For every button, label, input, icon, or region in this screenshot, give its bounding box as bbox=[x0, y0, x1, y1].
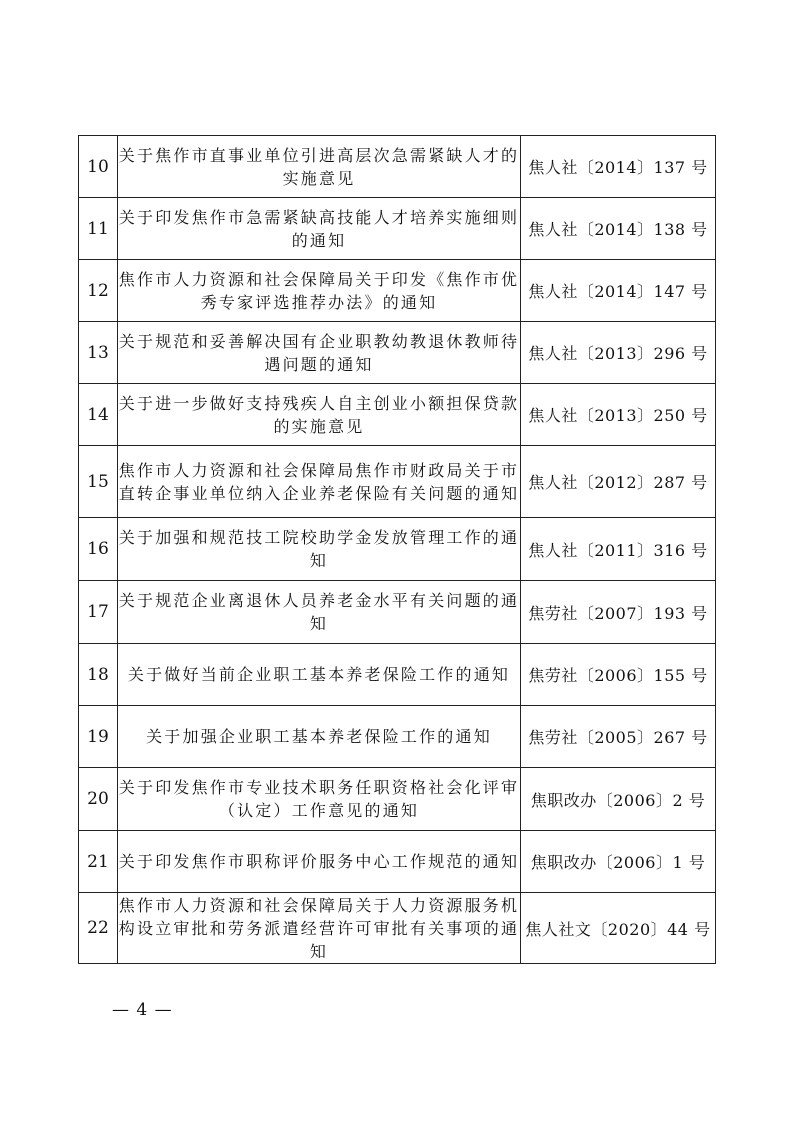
document-code: 焦人社文〔2020〕44 号 bbox=[521, 893, 716, 964]
document-title: 焦作市人力资源和社会保障局关于印发《焦作市优秀专家评选推荐办法》的通知 bbox=[118, 260, 521, 322]
document-code: 焦人社〔2012〕287 号 bbox=[521, 446, 716, 518]
document-code: 焦人社〔2014〕137 号 bbox=[521, 136, 716, 198]
document-code: 焦人社〔2013〕250 号 bbox=[521, 384, 716, 446]
table-row bbox=[79, 322, 716, 384]
document-title: 关于印发焦作市职称评价服务中心工作规范的通知 bbox=[118, 831, 521, 893]
row-number: 22 bbox=[79, 893, 118, 964]
document-code: 焦劳社〔2005〕267 号 bbox=[521, 706, 716, 768]
document-title: 关于规范和妥善解决国有企业职教幼教退休教师待遇问题的通知 bbox=[118, 322, 521, 384]
document-title: 焦作市人力资源和社会保障局焦作市财政局关于市直转企事业单位纳入企业养老保险有关问题的通知 bbox=[118, 446, 521, 518]
row-number: 11 bbox=[79, 198, 118, 260]
document-code: 焦职改办〔2006〕1 号 bbox=[521, 831, 716, 893]
table-row bbox=[79, 581, 716, 644]
document-title: 关于印发焦作市急需紧缺高技能人才培养实施细则的通知 bbox=[118, 198, 521, 260]
document-code: 焦职改办〔2006〕2 号 bbox=[521, 768, 716, 831]
table-row bbox=[79, 893, 716, 964]
row-number: 14 bbox=[79, 384, 118, 446]
table-row bbox=[79, 831, 716, 893]
row-number: 15 bbox=[79, 446, 118, 518]
document-title: 焦作市人力资源和社会保障局关于人力资源服务机构设立审批和劳务派遣经营许可审批有关事项的通知 bbox=[118, 893, 521, 964]
table-row bbox=[79, 136, 716, 198]
document-code: 焦人社〔2014〕147 号 bbox=[521, 260, 716, 322]
table-row bbox=[79, 644, 716, 706]
document-code: 焦劳社〔2006〕155 号 bbox=[521, 644, 716, 706]
table-body bbox=[79, 136, 716, 964]
row-number: 12 bbox=[79, 260, 118, 322]
document-title: 关于加强和规范技工院校助学金发放管理工作的通知 bbox=[118, 518, 521, 581]
table-row bbox=[79, 198, 716, 260]
document-code: 焦人社〔2013〕296 号 bbox=[521, 322, 716, 384]
document-title: 关于做好当前企业职工基本养老保险工作的通知 bbox=[118, 644, 521, 706]
row-number: 16 bbox=[79, 518, 118, 581]
page-number: — 4 — bbox=[112, 1000, 173, 1020]
row-number: 13 bbox=[79, 322, 118, 384]
document-title: 关于焦作市直事业单位引进高层次急需紧缺人才的实施意见 bbox=[118, 136, 521, 198]
table-row bbox=[79, 446, 716, 518]
document-code: 焦劳社〔2007〕193 号 bbox=[521, 581, 716, 644]
document-title: 关于印发焦作市专业技术职务任职资格社会化评审（认定）工作意见的通知 bbox=[118, 768, 521, 831]
row-number: 20 bbox=[79, 768, 118, 831]
table-row bbox=[79, 768, 716, 831]
row-number: 21 bbox=[79, 831, 118, 893]
row-number: 19 bbox=[79, 706, 118, 768]
document-code: 焦人社〔2014〕138 号 bbox=[521, 198, 716, 260]
row-number: 18 bbox=[79, 644, 118, 706]
table-row bbox=[79, 706, 716, 768]
document-title: 关于进一步做好支持残疾人自主创业小额担保贷款的实施意见 bbox=[118, 384, 521, 446]
document-title: 关于规范企业离退休人员养老金水平有关问题的通知 bbox=[118, 581, 521, 644]
table-row bbox=[79, 260, 716, 322]
document-code: 焦人社〔2011〕316 号 bbox=[521, 518, 716, 581]
document-table bbox=[78, 135, 716, 964]
table-row bbox=[79, 518, 716, 581]
row-number: 17 bbox=[79, 581, 118, 644]
table-row bbox=[79, 384, 716, 446]
document-title: 关于加强企业职工基本养老保险工作的通知 bbox=[118, 706, 521, 768]
row-number: 10 bbox=[79, 136, 118, 198]
